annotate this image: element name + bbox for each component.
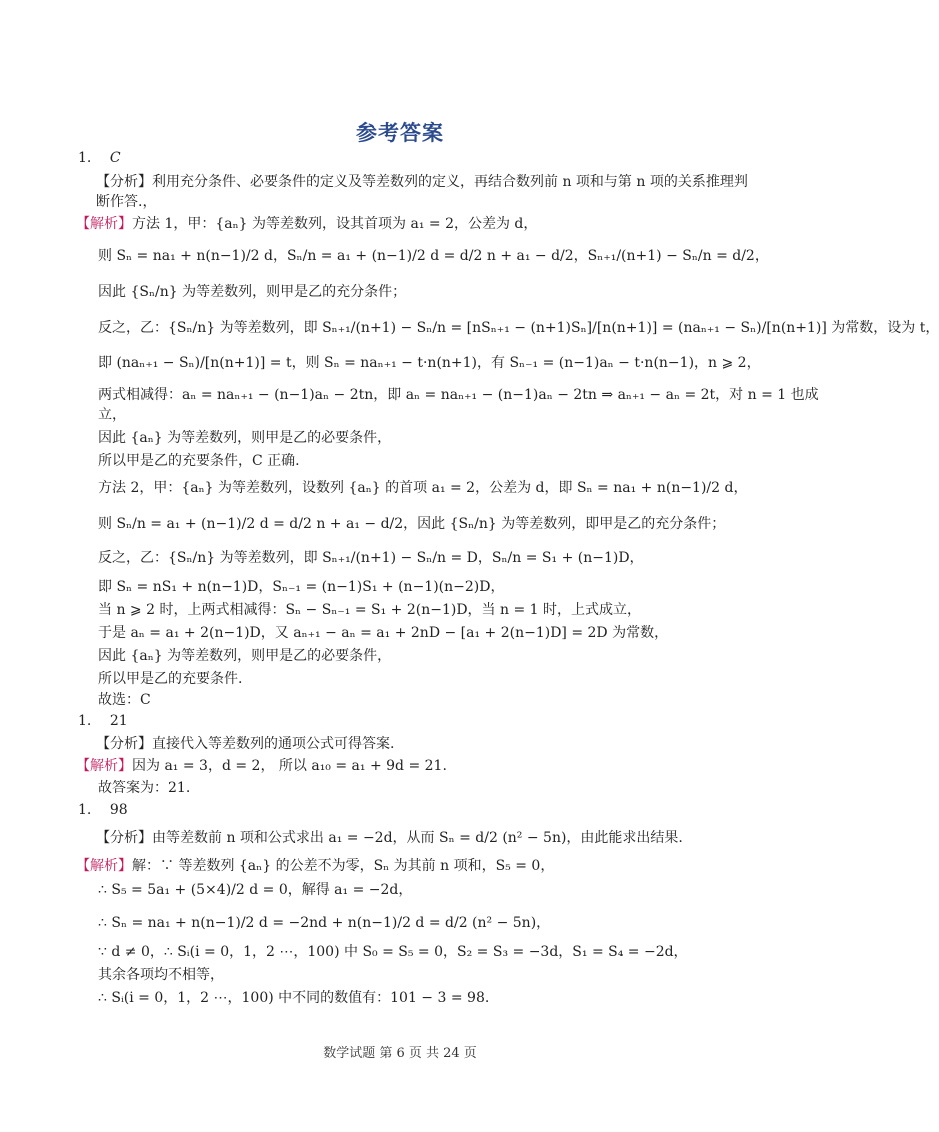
q1-line: 于是 aₙ = a₁ + 2(n−1)D，又 aₙ₊₁ − aₙ = a₁ + 2nD − [a₁ + 2(n−1)D] = 2D 为常数， [98,625,669,641]
q1-line: 所以甲是乙的充要条件，C 正确. [98,453,300,469]
page-footer: 数学试题 第 6 页 共 24 页 [323,1046,477,1061]
q1-line: 两式相减得：aₙ = naₙ₊₁ − (n−1)aₙ − 2tn，即 aₙ = naₙ₊₁ − (n−1)aₙ − 2tn ⇒ aₙ₊₁ − aₙ = 2t，对 n = 1 也成 [98,387,819,403]
q3-header [78,800,738,820]
q2-line: 因为 a₁ = 3，d = 2， 所以 a₁₀ = a₁ + 9d = 21. [132,758,447,774]
q1-line: 即 (naₙ₊₁ − Sₙ)/[n(n+1)] = t，则 Sₙ = naₙ₊₁ − t·n(n+1)，有 Sₙ₋₁ = (n−1)aₙ − t·n(n−1)，n ⩾ 2， [98,355,761,371]
q1-line: 反之，乙：{Sₙ/n} 为等差数列，即 Sₙ₊₁/(n+1) − Sₙ/n = [nSₙ₊₁ − (n+1)Sₙ]/[n(n+1)] = (naₙ₊₁ − Sₙ)/[n(n+1)] 为常数，设为 t， [98,320,939,336]
q3-line: ∴ Sₙ = na₁ + n(n−1)/2 d = −2nd + n(n−1)/2 d = d/2 (n² − 5n)， [98,915,551,931]
q3-line: 解：∵ 等差数列 {aₙ} 的公差不为零，Sₙ 为其前 n 项和，S₅ = 0， [132,858,555,874]
q1-line: 则 Sₙ = na₁ + n(n−1)/2 d，Sₙ/n = a₁ + (n−1)/2 d = d/2 n + a₁ − d/2，Sₙ₊₁/(n+1) − Sₙ/n = d/2， [98,248,769,264]
q1-line: 因此 {aₙ} 为等差数列，则甲是乙的必要条件， [98,648,392,664]
q1-line: 故选：C [98,692,151,708]
q1-line: 立， [98,407,126,423]
q1-analysis: 【分析】利用充分条件、必要条件的定义及等差数列的定义，再结合数列前 n 项和与第 n 项的关系推理判 [96,174,748,190]
q3-line: 其余各项均不相等， [98,967,224,983]
q1-line: 因此 {aₙ} 为等差数列，则甲是乙的必要条件， [98,430,392,446]
q1-header [78,148,738,168]
q3-analysis: 【分析】由等差数前 n 项和公式求出 a₁ = −2d，从而 Sₙ = d/2 (n² − 5n)，由此能求出结果. [96,830,683,846]
q3-number: 1. [78,802,92,818]
q1-number: 1. [78,150,92,166]
q3-line: ∴ S₅ = 5a₁ + (5×4)/2 d = 0，解得 a₁ = −2d， [98,882,413,898]
q2-header [78,711,738,731]
q2-line: 故答案为：21. [98,780,191,796]
q2-answer: 21 [109,713,128,729]
q3-line: ∴ Sᵢ(i = 0，1，2 ⋯，100) 中不同的数值有：101 − 3 = 98. [98,990,490,1006]
q1-line: 即 Sₙ = nS₁ + n(n−1)D，Sₙ₋₁ = (n−1)S₁ + (n−1)(n−2)D， [98,579,505,595]
q1-jiexi-tag: 【解析】 [76,216,132,232]
q2-analysis: 【分析】直接代入等差数列的通项公式可得答案. [96,736,395,752]
q1-analysis-cont: 断作答.， [96,194,157,210]
q1-line: 所以甲是乙的充要条件. [98,671,243,687]
q1-line: 方法 2，甲：{aₙ} 为等差数列，设数列 {aₙ} 的首项 a₁ = 2，公差为 d，即 Sₙ = na₁ + n(n−1)/2 d， [98,480,748,496]
q1-line: 方法 1，甲：{aₙ} 为等差数列，设其首项为 a₁ = 2，公差为 d， [132,216,538,232]
q1-line: 当 n ⩾ 2 时，上两式相减得：Sₙ − Sₙ₋₁ = S₁ + 2(n−1)D，当 n = 1 时，上式成立， [98,602,642,618]
q1-line: 因此 {Sₙ/n} 为等差数列，则甲是乙的充分条件； [98,284,407,300]
q3-answer: 98 [109,802,128,818]
q2-jiexi-tag: 【解析】 [76,758,132,774]
q1-line: 反之，乙：{Sₙ/n} 为等差数列，即 Sₙ₊₁/(n+1) − Sₙ/n = D，Sₙ/n = S₁ + (n−1)D， [98,550,644,566]
q3-jiexi-tag: 【解析】 [76,858,132,874]
q1-line: 则 Sₙ/n = a₁ + (n−1)/2 d = d/2 n + a₁ − d/2，因此 {Sₙ/n} 为等差数列，即甲是乙的充分条件； [98,516,726,532]
page-title: 参考答案 [356,121,444,145]
q3-line: ∵ d ≠ 0，∴ Sᵢ(i = 0，1，2 ⋯，100) 中 S₀ = S₅ = 0，S₂ = S₃ = −3d，S₁ = S₄ = −2d， [98,944,688,960]
q1-answer: C [109,150,121,166]
q2-number: 1. [78,713,92,729]
